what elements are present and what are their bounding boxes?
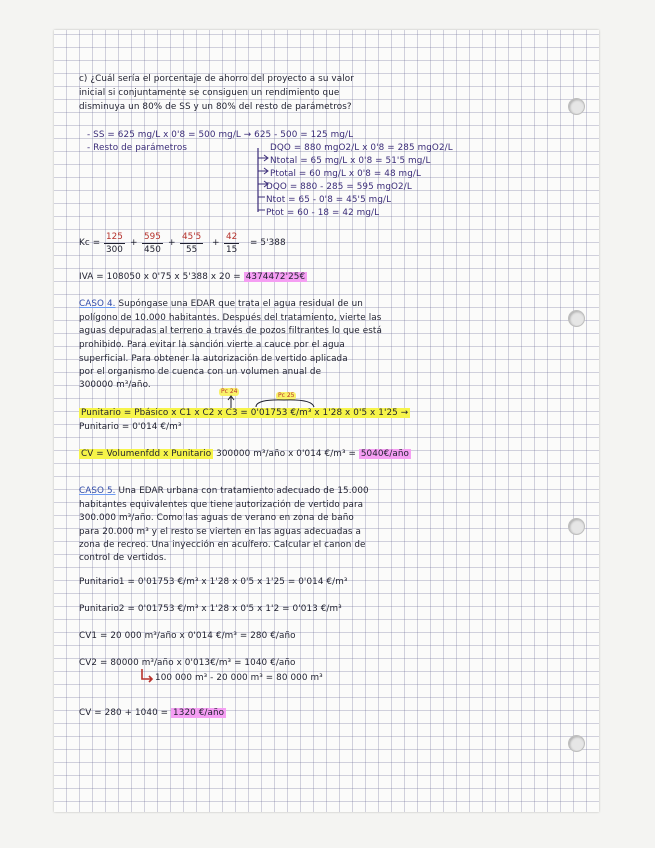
kc-num-2: 595	[144, 232, 161, 242]
kc-fraction-4	[224, 231, 239, 256]
caso5-calc-3: CV1 = 20 000 m³/año x 0'014 €/m³ = 280 €/año	[79, 631, 296, 641]
kc-fraction-3	[180, 231, 203, 256]
punch-hole	[568, 310, 585, 327]
kc-num-3: 45'5	[182, 232, 202, 242]
kc-den-1: 300	[106, 245, 123, 255]
calc-ntotal: Ntotal = 65 mg/L x 0'8 = 51'5 mg/L	[270, 156, 431, 166]
cv-result: 5040€/año	[360, 449, 410, 459]
calc-dqo: DQO = 880 mgO2/L x 0'8 = 285 mgO2/L	[270, 143, 453, 153]
caso5-line-2: habitantes equivalentes que tiene autorización de vertido para	[79, 500, 364, 510]
final-value-text: IVA = 108050 x 0'75 x 5'388 x 20 =	[79, 272, 241, 282]
kc-num-4: 42	[226, 232, 238, 242]
calc-ss: - SS = 625 mg/L x 0'8 = 500 mg/L → 625 - 500 = 125 mg/L	[87, 130, 354, 140]
notebook-page	[54, 30, 599, 812]
caso4-formula-1	[79, 407, 410, 420]
caso5-calc-5: 100 000 m³ - 20 000 m³ = 80 000 m³	[155, 673, 323, 683]
caso5-line-1	[79, 485, 369, 498]
total-value: 1320 €/año	[173, 708, 225, 718]
bracket-arrows	[254, 146, 270, 216]
calc-dqo-diff: DQO = 880 - 285 = 595 mgO2/L	[266, 182, 412, 192]
punch-hole	[568, 735, 585, 752]
punch-hole	[568, 518, 585, 535]
caso4-line-4: prohibido. Para evitar la sanción vierte a cauce por el agua	[79, 340, 345, 350]
formula1-text: Punitario = Pbásico x C1 x C2 x C3 = 0'01753 €/m³ x 1'28 x 0'5 x 1'25 →	[81, 408, 409, 418]
caso5-line-3: 300.000 m³/año. Como las aguas de verano en zona de baño	[79, 513, 354, 523]
question-line-2: inicial si conjuntamente se consiguen un rendimiento que	[79, 88, 340, 98]
caso5-calc-2: Punitario2 = 0'01753 €/m³ x 1'28 x 0'5 x 1'2 = 0'013 €/m³	[79, 604, 342, 614]
caso5-text-1: Una EDAR urbana con tratamiento adecuado de 15.000	[118, 486, 369, 496]
corner-arrow-icon	[139, 668, 155, 684]
caso5-line-5: zona de recreo. Una inyección en acuífero. Calcular el canon de	[79, 540, 366, 550]
final-value-highlight: 4374472'25€	[245, 272, 306, 282]
caso4-line-7: 300000 m³/año.	[79, 380, 151, 390]
cv-calc: 300000 m³/año x 0'014 €/m³ =	[216, 449, 356, 459]
annotation-tag-2: Pc 25	[278, 392, 295, 399]
caso5-line-6: control de vertidos.	[79, 553, 167, 563]
total-label: CV = 280 + 1040 =	[79, 708, 169, 718]
caso4-line-6: por el organismo de cuenca con un volumen anual de	[79, 367, 322, 377]
calc-ntot-diff: Ntot = 65 - 0'8 = 45'5 mg/L	[266, 195, 392, 205]
kc-den-4: 15	[226, 245, 238, 255]
kc-result: = 5'388	[250, 238, 286, 248]
kc-num-1: 125	[106, 232, 123, 242]
plus-3: +	[212, 238, 220, 248]
cv-label: CV = Volumenfdd x Punitario	[81, 449, 212, 459]
caso5-calc-4: CV2 = 80000 m³/año x 0'013€/m³ = 1040 €/año	[79, 658, 296, 668]
caso4-line-1	[79, 298, 363, 311]
plus-2: +	[168, 238, 176, 248]
calc-resto-label: - Resto de parámetros	[87, 143, 188, 153]
caso5-total	[79, 707, 226, 720]
caso4-cv-line	[79, 448, 411, 461]
caso4-line-3: aguas depuradas al terreno a través de pozos filtrantes lo que está	[79, 326, 382, 336]
calc-ptotal: Ptotal = 60 mg/L x 0'8 = 48 mg/L	[270, 169, 421, 179]
final-value-line	[79, 271, 307, 284]
calc-ptot-diff: Ptot = 60 - 18 = 42 mg/L	[266, 208, 380, 218]
caso4-heading: CASO 4.	[79, 299, 116, 309]
caso4-line-2: polígono de 10.000 habitantes. Después del tratamiento, vierte las	[79, 313, 382, 323]
caso5-line-4: para 20.000 m³ y el resto se vierten en las aguas adecuadas a	[79, 527, 362, 537]
question-line-3: disminuya un 80% de SS y un 80% del resto de parámetros?	[79, 102, 352, 112]
kc-label: Kc =	[79, 238, 101, 248]
caso5-heading: CASO 5.	[79, 486, 116, 496]
plus-1: +	[130, 238, 138, 248]
caso5-calc-1: Punitario1 = 0'01753 €/m³ x 1'28 x 0'5 x 1'25 = 0'014 €/m³	[79, 577, 348, 587]
kc-den-3: 55	[186, 245, 198, 255]
annotation-tag-1: Pc 24	[221, 388, 238, 395]
caso4-line-5: superficial. Para obtener la autorización de vertido aplicada	[79, 354, 348, 364]
kc-fraction-1	[104, 231, 125, 256]
question-line-1: c) ¿Cuál sería el porcentaje de ahorro del proyecto a su valor	[79, 74, 354, 84]
kc-fraction-2	[142, 231, 163, 256]
caso4-text-1: Supóngase una EDAR que trata el agua residual de un	[118, 299, 363, 309]
caso4-formula-2: Punitario = 0'014 €/m³	[79, 422, 182, 432]
punch-hole	[568, 98, 585, 115]
kc-den-2: 450	[144, 245, 161, 255]
